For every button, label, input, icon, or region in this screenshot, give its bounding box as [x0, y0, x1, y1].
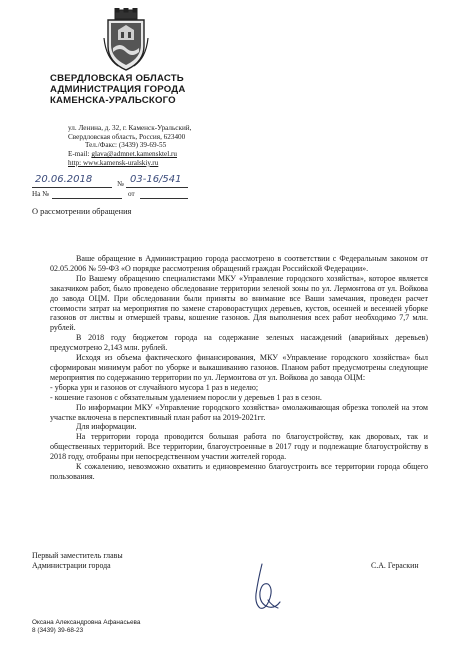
- reference-underline: [52, 198, 122, 199]
- signatory-name: С.А. Гераскин: [371, 561, 419, 570]
- reference-date-label: от: [128, 190, 135, 198]
- reference-date-underline: [140, 198, 188, 199]
- list-item: - кошение газонов с обязательным удалением поросли у деревьев 1 раз в сезон.: [50, 392, 322, 402]
- paragraph: В 2018 году бюджетом города на содержание зеленых насаждений (аварийных деревьев) предусмотрено 2,143 млн. рублей.: [50, 333, 428, 353]
- email-link[interactable]: glava@admnet.kamensktel.ru: [91, 150, 178, 159]
- registration-date: 20.06.2018: [35, 174, 93, 185]
- number-sign: №: [117, 180, 124, 188]
- paragraph: По информации МКУ «Управление городского хозяйства» омолаживающая обрезка тополей на этом участке включена в перспективный план работ на 2019-2021гг.: [50, 402, 428, 422]
- address-block: ул. Ленина, д. 32, г. Каменск-Уральский, Свердловская область, Россия, 623400 Тел./Факс: (3439) 39-69-55 E-mail: glava@admnet.kamensktel.ru http: www.kamensk-uralskiy.ru: [68, 124, 268, 168]
- city-coat-of-arms-icon: [102, 8, 150, 72]
- reference-label: На №: [32, 190, 50, 198]
- signatory-position: Первый заместитель главы Администрации города: [32, 551, 123, 570]
- paragraph: По Вашему обращению специалистами МКУ «Управление городского хозяйства», которое является заказчиком работ, было проведено обследование территории зеленой зоны по ул. Лермонтова от ул. Войкова до завода ОЦМ. При обследовании были приняты во внимание все Ваши замечания, проведен расчет стоимости затрат на мероприятия по замене староворастущих деревьев, кустов, осенней и весенней уборке газонов от листвы и отмершей травы, кошение газонов. Для выполнения всех работ необходимо 7,7 млн. рублей.: [50, 273, 428, 333]
- paragraph: К сожалению, невозможно охватить и единовременно благоустроить все территории города общего пользования.: [50, 462, 428, 481]
- paragraph: Ваше обращение в Администрацию города рассмотрено в соответствии с Федеральным законом от 02.05.2006 № 59-ФЗ «О порядке рассмотрения обращений граждан Российской Федерации».: [50, 254, 428, 273]
- letter-body: [50, 254, 428, 482]
- handwritten-signature: [248, 560, 288, 616]
- website-link[interactable]: http: www.kamensk-uralskiy.ru: [68, 158, 159, 167]
- email-label: E-mail:: [68, 150, 92, 159]
- number-underline: [126, 187, 188, 188]
- organization-name: СВЕРДЛОВСКАЯ ОБЛАСТЬ АДМИНИСТРАЦИЯ ГОРОДА КАМЕНСКА-УРАЛЬСКОГО: [50, 73, 186, 106]
- paragraph: На территории города проводится большая работа по благоустройству, как дворовых, так и общественных территорий. Все территории, благоустроенные в 2017 году и подлежащие благоустройству в 2018 году, отобраны при непосредственном участии жителей города.: [50, 432, 428, 462]
- paragraph: Для информации.: [76, 422, 137, 432]
- list-item: - уборка урн и газонов от случайного мусора 1 раз в неделю;: [50, 382, 259, 392]
- date-underline: [32, 187, 112, 188]
- paragraph: Исходя из объема фактического финансирования, МКУ «Управление городского хозяйства» был сформирован минимум работ по уборке и выкашиванию газонов. Планом работ предусмотрены следующие мероприятия по содержанию территории по ул. Лермонтова от ул. Войкова до завода ОЦМ:: [50, 353, 428, 382]
- registration-number: 03-16/541: [130, 174, 182, 185]
- letter-subject: О рассмотрении обращения: [32, 207, 132, 216]
- executor-info: Оксана Александровна Афанасьева 8 (3439) 39-68-23: [32, 619, 141, 635]
